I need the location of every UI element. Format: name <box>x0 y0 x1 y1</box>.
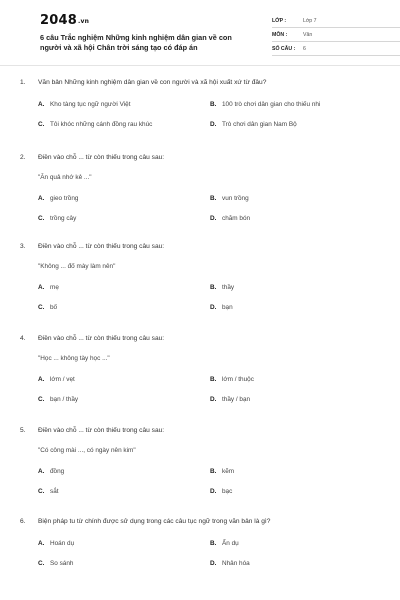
option-text: Nhân hóa <box>222 560 250 567</box>
options <box>38 284 380 311</box>
option-text: vun trồng <box>222 195 249 202</box>
option-letter: A. <box>38 195 45 202</box>
question-number: 3. <box>20 243 26 250</box>
option-text: bạn / thầy <box>50 396 79 403</box>
question-text <box>20 78 380 87</box>
question-number: 6. <box>20 518 26 525</box>
question-5 <box>20 426 380 517</box>
option-d[interactable] <box>210 215 382 222</box>
question-prompt: Điền vào chỗ ... từ còn thiếu trong câu sau: <box>38 427 165 434</box>
meta-value: Lớp 7 <box>303 17 317 24</box>
option-letter: A. <box>38 376 45 383</box>
option-b[interactable] <box>210 376 382 383</box>
option-letter: B. <box>210 284 217 291</box>
option-letter: D. <box>210 304 217 311</box>
option-c[interactable] <box>38 304 210 311</box>
site-logo[interactable] <box>40 13 89 28</box>
option-a[interactable] <box>38 376 210 383</box>
logo-main: 2048 <box>40 13 77 28</box>
option-text: Hoán dụ <box>50 540 75 547</box>
question-text <box>20 426 380 435</box>
question-number: 1. <box>20 79 26 86</box>
option-c[interactable] <box>38 121 210 128</box>
option-letter: D. <box>210 121 217 128</box>
option-text: gieo trồng <box>50 195 79 202</box>
option-text: trồng cây <box>50 215 77 222</box>
options <box>38 101 380 128</box>
option-letter: B. <box>210 468 217 475</box>
option-text: thầy <box>222 284 235 291</box>
question-prompt: Văn bản Những kinh nghiệm dân gian về con người và xã hội xuất xứ từ đâu? <box>38 79 267 86</box>
option-text: kẽm <box>222 468 235 475</box>
meta-row-class <box>272 14 400 28</box>
option-text: chăm bón <box>222 215 251 222</box>
meta-key: SỐ CÂU : <box>272 45 296 52</box>
option-letter: B. <box>210 540 217 547</box>
meta-value: 6 <box>303 45 306 52</box>
logo-suffix: .vn <box>77 18 90 25</box>
option-letter: A. <box>38 284 45 291</box>
question-quote: "Ăn quả nhớ kẻ ..." <box>38 174 92 181</box>
question-2 <box>20 153 380 242</box>
option-c[interactable] <box>38 396 210 403</box>
question-4 <box>20 334 380 426</box>
question-6 <box>20 517 380 587</box>
question-number: 5. <box>20 427 26 434</box>
question-text <box>20 153 380 162</box>
option-text: lớm / thuộc <box>222 376 254 383</box>
question-prompt: Điền vào chỗ ... từ còn thiếu trong câu sau: <box>38 335 165 342</box>
option-letter: D. <box>210 215 217 222</box>
option-letter: C. <box>38 560 45 567</box>
options <box>38 468 380 495</box>
option-letter: B. <box>210 195 217 202</box>
question-3 <box>20 242 380 334</box>
option-b[interactable] <box>210 284 382 291</box>
option-letter: C. <box>38 215 45 222</box>
options <box>38 540 380 567</box>
meta-table <box>272 14 400 56</box>
worksheet-header <box>20 0 386 62</box>
option-d[interactable] <box>210 304 382 311</box>
option-letter: B. <box>210 101 217 108</box>
option-text: đồng <box>50 468 65 475</box>
question-number: 4. <box>20 335 26 342</box>
option-text: Tôi khóc những cánh đồng rau khúc <box>50 121 153 128</box>
option-d[interactable] <box>210 396 382 403</box>
question-text <box>20 334 380 343</box>
option-b[interactable] <box>210 540 382 547</box>
option-letter: A. <box>38 540 45 547</box>
option-letter: D. <box>210 396 217 403</box>
question-prompt: Điền vào chỗ ... từ còn thiếu trong câu sau: <box>38 243 165 250</box>
option-letter: D. <box>210 488 217 495</box>
meta-value: Văn <box>303 31 313 38</box>
option-a[interactable] <box>38 540 210 547</box>
question-text <box>20 242 380 251</box>
option-a[interactable] <box>38 195 210 202</box>
option-text: bố <box>50 304 58 311</box>
option-text: Ẩn dụ <box>222 540 239 547</box>
question-text <box>20 517 380 526</box>
option-b[interactable] <box>210 101 382 108</box>
header-divider <box>0 65 400 66</box>
option-d[interactable] <box>210 121 382 128</box>
question-quote: "Không ... đố mày làm nên" <box>38 263 116 270</box>
options <box>38 195 380 222</box>
option-letter: A. <box>38 468 45 475</box>
option-text: bạc <box>222 488 233 495</box>
option-text: lớm / vẹt <box>50 376 75 383</box>
question-1 <box>20 78 380 153</box>
option-b[interactable] <box>210 468 382 475</box>
option-text: Trò chơi dân gian Nam Bộ <box>222 121 297 128</box>
option-d[interactable] <box>210 560 382 567</box>
option-letter: D. <box>210 560 217 567</box>
option-text: Kho tàng tục ngữ người Việt <box>50 101 131 108</box>
option-d[interactable] <box>210 488 382 495</box>
option-c[interactable] <box>38 488 210 495</box>
option-a[interactable] <box>38 284 210 291</box>
option-letter: B. <box>210 376 217 383</box>
options <box>38 376 380 403</box>
option-text: 100 trò chơi dân gian cho thiếu nhi <box>222 101 321 108</box>
meta-key: MÔN : <box>272 31 288 38</box>
option-c[interactable] <box>38 560 210 567</box>
option-b[interactable] <box>210 195 382 202</box>
meta-row-count <box>272 42 400 56</box>
option-c[interactable] <box>38 215 210 222</box>
question-list <box>20 78 380 587</box>
option-text: So sánh <box>50 560 74 567</box>
question-prompt: Biện pháp tu từ chính được sử dụng trong các câu tục ngữ trong văn bản là gì? <box>38 518 271 525</box>
option-text: thầy / bạn <box>222 396 251 403</box>
option-letter: C. <box>38 396 45 403</box>
option-letter: A. <box>38 101 45 108</box>
meta-key: LỚP : <box>272 17 287 24</box>
option-letter: C. <box>38 304 45 311</box>
question-quote: "Có công mài ..., có ngày nên kim" <box>38 447 136 454</box>
option-letter: C. <box>38 121 45 128</box>
question-quote: "Học ... không tày học ..." <box>38 355 110 362</box>
question-number: 2. <box>20 154 26 161</box>
option-a[interactable] <box>38 468 210 475</box>
option-a[interactable] <box>38 101 210 108</box>
meta-row-subject <box>272 28 400 42</box>
option-text: mẹ <box>50 284 59 291</box>
worksheet-title: 6 câu Trắc nghiệm Những kinh nghiệm dân gian về con người và xã hội Chân trời sáng tạo có đáp án <box>40 33 232 52</box>
option-text: sắt <box>50 488 59 495</box>
option-text: bạn <box>222 304 233 311</box>
question-prompt: Điền vào chỗ ... từ còn thiếu trong câu sau: <box>38 154 165 161</box>
option-letter: C. <box>38 488 45 495</box>
